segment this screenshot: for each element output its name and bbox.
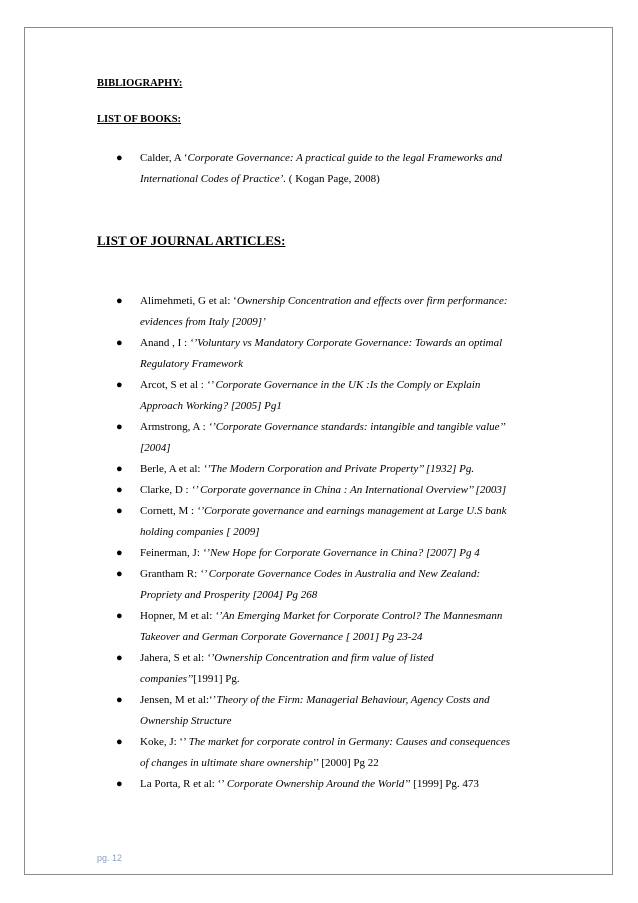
entry-line-2: International Codes of Practice’. ( Kogan Page, 2008): [140, 173, 380, 185]
bullet-icon: ●: [116, 484, 123, 496]
bullet-icon: ●: [116, 295, 123, 307]
entry-line-1: Calder, A ‘Corporate Governance: A practical guide to the legal Frameworks and: [140, 152, 503, 164]
article-entry: ● Anand , I : ‘’Voluntary vs Mandatory Corporate Governance: Towards an optimal Regulatory Framework: [0, 333, 550, 375]
bullet-icon: ●: [116, 337, 123, 349]
page-number: pg. 12: [97, 853, 123, 863]
article-entry: ● Arcot, S et al : ‘’ Corporate Governance in the UK :Is the Comply or Explain Approach Working? [2005] Pg1: [0, 375, 550, 417]
bullet-icon: ●: [116, 379, 123, 391]
book-entry: [0, 148, 550, 190]
bullet-icon: ●: [116, 421, 123, 433]
article-entry: ● Alimehmeti, G et al: ‘Ownership Concentration and effects over firm performance: evidences from Italy [2009]’: [0, 291, 550, 333]
bullet-icon: ●: [116, 694, 123, 706]
bullet-icon: ●: [116, 778, 123, 790]
bullet-icon: ●: [116, 652, 123, 664]
article-entry: ● Clarke, D : ‘’ Corporate governance in China : An International Overview’’ [2003]: [0, 480, 550, 501]
article-entry: ● Koke, J: ‘’ The market for corporate control in Germany: Causes and consequences of changes in ultimate share ownership’’ [2000] Pg 22: [0, 732, 550, 774]
article-entry: ● Cornett, M : ‘’Corporate governance and earnings management at Large U.S bank holding companies [ 2009]: [0, 501, 550, 543]
article-entry: ● Berle, A et al: ‘’The Modern Corporation and Private Property’’ [1932] Pg.: [0, 459, 550, 480]
article-entry: ● Grantham R: ‘’ Corporate Governance Codes in Australia and New Zealand: Propriety and Prosperity [2004] Pg 268: [0, 564, 550, 606]
books-list: [0, 148, 550, 190]
bibliography-heading: BIBLIOGRAPHY:: [97, 78, 183, 89]
bullet-icon: ●: [116, 547, 123, 559]
bullet-icon: ●: [116, 736, 123, 748]
books-heading: LIST OF BOOKS:: [97, 114, 182, 125]
article-entry: ● Jensen, M et al:‘’Theory of the Firm: Managerial Behaviour, Agency Costs and Ownership Structure: [0, 690, 550, 732]
article-entry: ● La Porta, R et al: ‘’ Corporate Ownership Around the World’’ [1999] Pg. 473: [0, 774, 550, 795]
articles-list: [0, 291, 550, 795]
article-entry: ● Hopner, M et al: ‘’An Emerging Market for Corporate Control? The Mannesmann Takeover and German Corporate Governance [ 2001] Pg 23-24: [0, 606, 550, 648]
article-entry: ● Armstrong, A : ‘’Corporate Governance standards: intangible and tangible value’’ [2004]: [0, 417, 550, 459]
article-entry: ● Jahera, S et al: ‘’Ownership Concentration and firm value of listed companies’’[1991] Pg.: [0, 648, 550, 690]
bullet-icon: ●: [116, 568, 123, 580]
article-entry: ● Feinerman, J: ‘’New Hope for Corporate Governance in China? [2007] Pg 4: [0, 543, 550, 564]
bullet-icon: ●: [116, 463, 123, 475]
journal-articles-heading: LIST OF JOURNAL ARTICLES:: [97, 233, 286, 248]
bullet-icon: ●: [116, 610, 123, 622]
bullet-icon: ●: [116, 505, 123, 517]
bullet-icon: ●: [116, 152, 123, 164]
